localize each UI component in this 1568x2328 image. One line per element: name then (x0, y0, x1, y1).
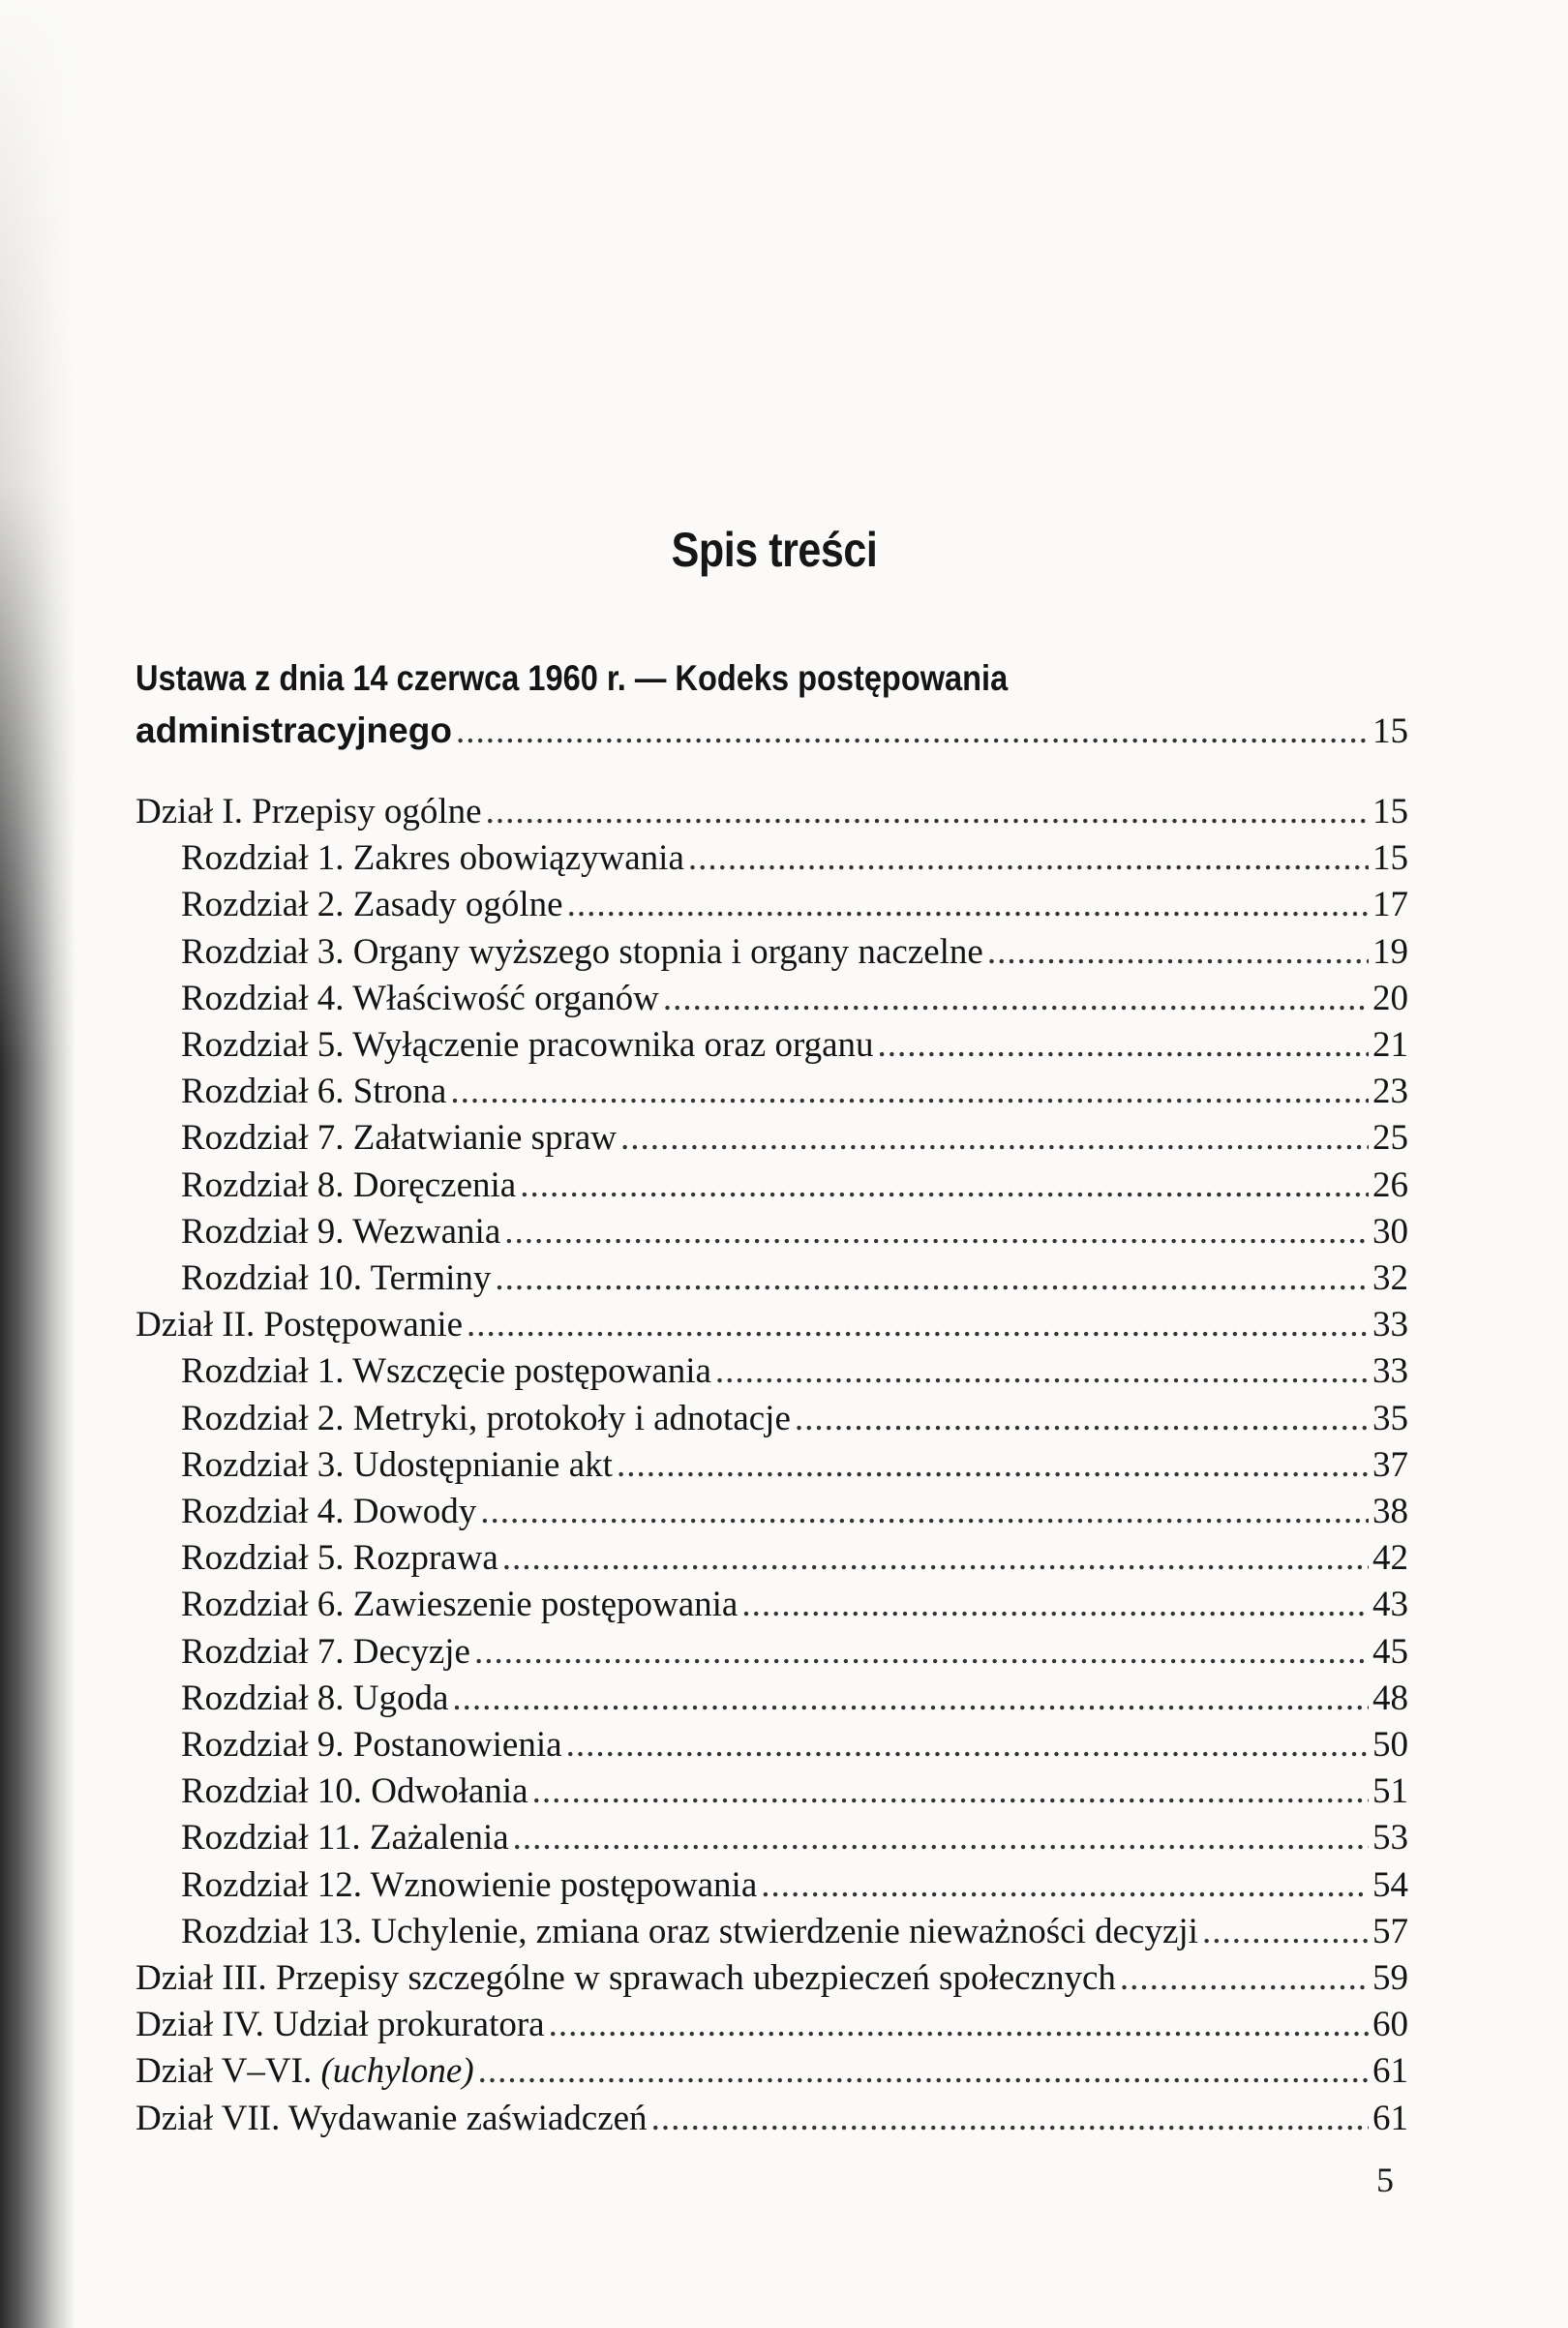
toc-page-number: 54 (1372, 1864, 1408, 1905)
toc-page-number: 32 (1372, 1258, 1408, 1299)
toc-page-number: 25 (1372, 1118, 1408, 1159)
toc-page-number: 51 (1372, 1771, 1408, 1812)
toc-page-number: 42 (1372, 1538, 1408, 1579)
toc-section-3[interactable] (136, 1955, 1408, 2002)
leader-dots (502, 1535, 1369, 1582)
toc-chapter[interactable] (136, 1722, 1408, 1769)
toc-page-number: 38 (1372, 1492, 1408, 1532)
toc-chapter[interactable] (136, 1676, 1408, 1722)
leader-dots (651, 2096, 1369, 2142)
toc-chapter[interactable] (136, 929, 1408, 976)
toc-chapter-label: Rozdział 9. Wezwania (181, 1211, 501, 1252)
leader-dots (715, 1348, 1369, 1395)
toc-section-6[interactable] (136, 2096, 1408, 2142)
toc-chapter-label: Rozdział 7. Załatwianie spraw (181, 1118, 617, 1159)
leader-dots (513, 1815, 1369, 1861)
binding-shadow-fade (0, 0, 75, 1065)
toc-page-number: 35 (1372, 1398, 1408, 1438)
toc-chapter[interactable] (136, 1629, 1408, 1676)
toc-page-number: 61 (1372, 2098, 1408, 2138)
leader-dots (467, 1302, 1369, 1348)
toc-page-number: 45 (1372, 1631, 1408, 1672)
toc-page-number: 23 (1372, 1072, 1408, 1112)
leader-dots (486, 789, 1369, 835)
leader-dots (520, 1163, 1369, 1209)
toc-chapter[interactable] (136, 1348, 1408, 1395)
toc-section-1[interactable] (136, 789, 1408, 835)
toc-section-label: Dział IV. Udział prokuratora (136, 2005, 545, 2045)
leader-dots (795, 1396, 1369, 1442)
toc-chapter-label: Rozdział 13. Uchylenie, zmiana oraz stwierdzenie nieważności decyzji (181, 1911, 1198, 1951)
toc-section-label: Dział II. Postępowanie (136, 1305, 464, 1345)
toc-chapter[interactable] (136, 1022, 1408, 1069)
toc-chapter-label: Rozdział 2. Metryki, protokoły i adnotacje (181, 1398, 791, 1438)
leader-dots (504, 1209, 1369, 1255)
toc-chapter-label: Rozdział 4. Właściwość organów (181, 978, 659, 1018)
toc-chapter[interactable] (136, 1069, 1408, 1115)
toc-section-5[interactable] (136, 2048, 1408, 2095)
toc-page-number: 33 (1372, 1305, 1408, 1345)
toc-page-number: 26 (1372, 1164, 1408, 1205)
toc-page-number: 48 (1372, 1678, 1408, 1718)
toc-chapter-label: Rozdział 7. Decyzje (181, 1631, 470, 1672)
toc-chapter[interactable] (136, 1442, 1408, 1489)
leader-dots (474, 1629, 1369, 1676)
toc-main-heading-entry[interactable] (136, 705, 1408, 758)
toc-chapter-label: Rozdział 4. Dowody (181, 1492, 477, 1532)
toc-page-number: 53 (1372, 1818, 1408, 1859)
toc-chapter-label: Rozdział 1. Wszczęcie postępowania (181, 1351, 711, 1392)
toc-page-number: 21 (1372, 1025, 1408, 1066)
toc-chapter-label: Rozdział 10. Terminy (181, 1258, 492, 1299)
toc-page-number: 17 (1372, 885, 1408, 925)
toc-chapter-label: Rozdział 5. Wyłączenie pracownika oraz organu (181, 1025, 874, 1066)
toc-chapter-label: Rozdział 5. Rozprawa (181, 1538, 498, 1579)
toc-chapter[interactable] (136, 976, 1408, 1022)
leader-dots (532, 1769, 1369, 1815)
leader-dots (480, 1489, 1369, 1535)
leader-dots (617, 1442, 1369, 1489)
leader-dots (741, 1582, 1369, 1628)
toc-section-label: Dział I. Przepisy ogólne (136, 792, 482, 831)
toc-page-number: 59 (1372, 1958, 1408, 1999)
toc-section-2[interactable] (136, 1302, 1408, 1348)
toc-section-4[interactable] (136, 2002, 1408, 2048)
leader-dots (478, 2048, 1369, 2095)
toc-main-heading-line2: administracyjnego (136, 710, 452, 750)
toc-chapter-label: Rozdział 8. Ugoda (181, 1678, 449, 1718)
toc-page-number: 61 (1372, 2051, 1408, 2092)
leader-dots (456, 706, 1369, 758)
toc-page-number: 15 (1372, 838, 1408, 879)
toc-chapter[interactable] (136, 1115, 1408, 1162)
toc-page-number: 60 (1372, 2005, 1408, 2045)
toc-section-label: Dział III. Przepisy szczególne w sprawach ubezpieczeń społecznych (136, 1958, 1116, 1999)
toc-chapter[interactable] (136, 1163, 1408, 1209)
toc-section-label (136, 2048, 474, 2095)
toc-chapter-label: Rozdział 11. Zażalenia (181, 1818, 509, 1859)
leader-dots (549, 2002, 1369, 2048)
toc-chapter-label: Rozdział 1. Zakres obowiązywania (181, 838, 684, 879)
toc-chapter-label: Rozdział 12. Wznowienie postępowania (181, 1864, 758, 1905)
leader-dots (1202, 1909, 1369, 1955)
leader-dots (663, 976, 1369, 1022)
toc-section-label-italic: (uchylone) (320, 2051, 474, 2092)
toc-chapter[interactable] (136, 835, 1408, 882)
toc-chapter-label: Rozdział 8. Doręczenia (181, 1164, 517, 1205)
toc-page-number: 15 (1372, 711, 1408, 751)
toc-chapter[interactable] (136, 1489, 1408, 1535)
leader-dots (688, 835, 1369, 882)
toc-page-number: 37 (1372, 1444, 1408, 1485)
leader-dots (495, 1255, 1369, 1302)
toc-chapter[interactable] (136, 1209, 1408, 1255)
leader-dots (761, 1862, 1369, 1909)
leader-dots (878, 1022, 1369, 1069)
toc-chapter[interactable] (136, 1769, 1408, 1815)
toc-page-number: 57 (1372, 1911, 1408, 1951)
toc-section-label: Dział VII. Wydawanie zaświadczeń (136, 2098, 648, 2138)
toc-chapter[interactable] (136, 1862, 1408, 1909)
toc-section-label-prefix: Dział V–VI. (136, 2051, 321, 2092)
toc-page-number: 15 (1372, 792, 1408, 831)
leader-dots (987, 929, 1369, 976)
toc-chapter-label: Rozdział 9. Postanowienia (181, 1725, 562, 1766)
leader-dots (450, 1069, 1369, 1115)
toc-chapter-label: Rozdział 3. Organy wyższego stopnia i organy naczelne (181, 931, 983, 972)
toc-chapter[interactable] (136, 882, 1408, 928)
leader-dots (452, 1676, 1369, 1722)
toc-chapter-label: Rozdział 2. Zasady ogólne (181, 885, 563, 925)
toc-chapter[interactable] (136, 1815, 1408, 1861)
page-number: 5 (1376, 2161, 1394, 2199)
leader-dots (566, 1722, 1369, 1769)
toc-chapter[interactable] (136, 1255, 1408, 1302)
toc-chapter-label: Rozdział 10. Odwołania (181, 1771, 528, 1812)
toc-chapter[interactable] (136, 1909, 1408, 1955)
toc-chapter-label: Rozdział 6. Zawieszenie postępowania (181, 1585, 739, 1625)
spacer (136, 758, 1408, 789)
toc-page-number: 20 (1372, 978, 1408, 1018)
leader-dots (620, 1115, 1369, 1162)
toc-chapter[interactable] (136, 1396, 1408, 1442)
toc-main-heading (136, 652, 1408, 705)
page-title: Spis treści (671, 523, 878, 577)
toc-main-heading-line1: Ustawa z dnia 14 czerwca 1960 r. — Kodeks postępowania (136, 658, 1009, 698)
toc-page-number: 50 (1372, 1725, 1408, 1766)
table-of-contents (136, 652, 1408, 2142)
toc-chapter[interactable] (136, 1582, 1408, 1628)
leader-dots (567, 882, 1369, 928)
toc-page-number: 19 (1372, 931, 1408, 972)
toc-page-number: 33 (1372, 1351, 1408, 1392)
toc-page-number: 43 (1372, 1585, 1408, 1625)
toc-page-number: 30 (1372, 1211, 1408, 1252)
toc-chapter-label: Rozdział 3. Udostępnianie akt (181, 1444, 613, 1485)
toc-chapter[interactable] (136, 1535, 1408, 1582)
leader-dots (1120, 1955, 1369, 2002)
toc-chapter-label: Rozdział 6. Strona (181, 1072, 447, 1112)
